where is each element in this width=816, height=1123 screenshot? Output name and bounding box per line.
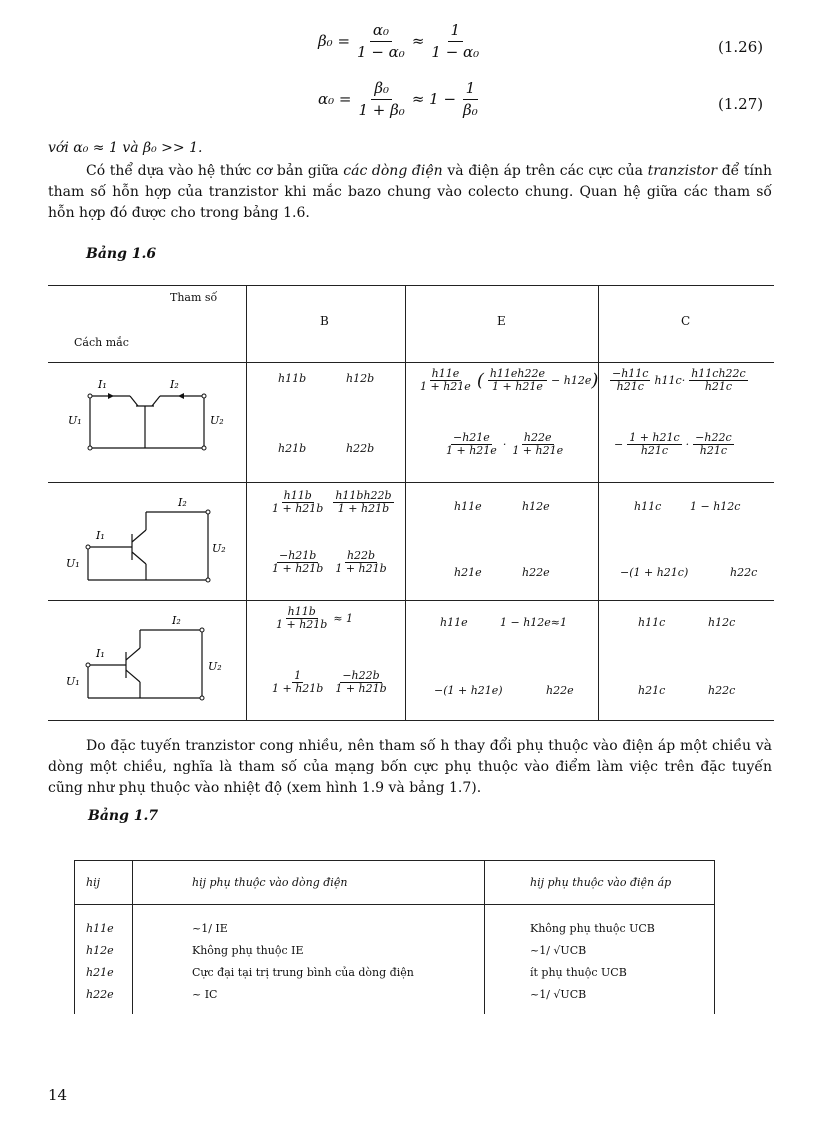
label-i2: I₂ xyxy=(170,378,179,391)
cell-tail: − h12e xyxy=(551,374,592,388)
circuit-common-collector xyxy=(60,610,230,710)
frac-den: 1 + h21e xyxy=(492,380,543,394)
t7-row-current: ~ IC xyxy=(192,988,218,1001)
cell-r1-b-br: h22b xyxy=(346,442,375,455)
cell-r1-e-top: $\frac{h11e}{1 + h21e}$ ( $\frac{h11eh22e}{1 + h21e}$ − h12e ) xyxy=(420,367,599,394)
cell-r3-e-bl: −(1 + h21e) xyxy=(434,684,503,697)
frac-den: 1 + h21b xyxy=(335,562,387,576)
col-header-c: C xyxy=(681,314,691,328)
cell-r3-c-br: h22c xyxy=(708,684,736,697)
cell-tail: ≈ 1 xyxy=(333,612,354,626)
cell-r2-e-br: h22e xyxy=(522,566,550,579)
page-number: 14 xyxy=(48,1086,68,1104)
frac-den: 1 + h21e xyxy=(446,444,497,458)
header-mode: Cách mắc xyxy=(74,336,129,349)
col-header-b: B xyxy=(320,314,329,328)
label-i1: I₁ xyxy=(98,378,107,391)
cell-r2-b-top xyxy=(266,490,398,515)
cell-r2-e-tr: h12e xyxy=(522,500,550,513)
body-text-top xyxy=(48,138,772,224)
t7-row-label: h22e xyxy=(86,988,114,1001)
eq-den: 1 − α₀ xyxy=(357,42,405,61)
t7-row-voltage: ít phụ thuộc UCB xyxy=(530,966,627,979)
eq-approx: ≈ 1 − xyxy=(411,90,457,108)
label-u2: U₂ xyxy=(208,660,222,673)
frac-den: 1 + h21b xyxy=(337,502,390,516)
label-u1: U₁ xyxy=(66,675,80,688)
frac-num: h11b xyxy=(287,605,316,618)
label-i2: I₂ xyxy=(178,496,187,509)
cell-r2-c-bl: −(1 + h21c) xyxy=(620,566,689,579)
cell-r1-c-bot: − $\frac{1 + h21c}{h21c}$ · $\frac{-h22c}{h21c}$ xyxy=(614,431,732,458)
eq-approx: ≈ xyxy=(411,32,425,50)
label-i1: I₁ xyxy=(96,647,105,660)
cell-mid: h11c· xyxy=(654,374,686,388)
frac-num: −h21e xyxy=(453,431,490,444)
cell-r1-c-top xyxy=(606,368,752,393)
cell-r2-c-tl: h11c xyxy=(634,500,662,513)
cell-r3-c-tr: h12c xyxy=(708,616,736,629)
cell-r1-b-bl: h21b xyxy=(278,442,307,455)
cell-r1-e-bot: $\frac{-h21e}{1 + h21e}$ · $\frac{h22e}{1 + h21e}$ xyxy=(446,431,564,458)
t7-row-voltage: ~1/ √UCB xyxy=(530,988,587,1001)
frac-den: 1 + h21b xyxy=(335,682,387,696)
para1-emphasis: các dòng điện xyxy=(343,163,443,179)
para1-part: để tính tham số hỗn hợp của tranzistor khi mắc bazo chung vào colecto chung. Quan hệ giữa các tham số hỗn hợp đó được cho trong bảng 1.6. xyxy=(48,163,773,221)
frac-num: h11e xyxy=(431,367,460,380)
cell-r3-e-tl: h11e xyxy=(440,616,468,629)
frac-num: 1 + h21c xyxy=(629,431,680,444)
paragraph-1 xyxy=(48,161,772,224)
circuit-common-emitter xyxy=(60,492,230,592)
table-1-7-caption: Bảng 1.7 xyxy=(88,808,159,824)
cell-r2-e-tl: h11e xyxy=(454,500,482,513)
cell-r1-b-tl: h11b xyxy=(278,372,307,385)
cell-sign: − xyxy=(614,438,624,452)
cell-r3-e-tr: 1 − h12e≈1 xyxy=(500,616,568,629)
eq-lhs: β₀ = xyxy=(318,32,351,50)
para1-emphasis: tranzistor xyxy=(647,163,718,179)
frac-num: −h22c xyxy=(695,431,732,444)
eq-lhs: α₀ = xyxy=(318,90,352,108)
equation-1-27 xyxy=(318,80,485,118)
t7-row-voltage: Không phụ thuộc UCB xyxy=(530,922,655,935)
col-header-e: E xyxy=(497,314,506,328)
cell-r3-c-bl: h21c xyxy=(638,684,666,697)
condition-line: với α₀ ≈ 1 và β₀ >> 1. xyxy=(48,140,203,156)
frac-den: 1 + h21b xyxy=(272,502,324,516)
frac-den: 1 + h21b xyxy=(272,562,324,576)
eq-num: β₀ xyxy=(371,80,392,100)
eq-den: 1 + β₀ xyxy=(358,100,405,119)
t7-row-label: h21e xyxy=(86,966,114,979)
frac-num: h22b xyxy=(346,549,376,562)
label-u1: U₁ xyxy=(68,414,82,427)
frac-num: h11bh22b xyxy=(335,489,392,502)
frac-den: 1 + h21e xyxy=(512,444,564,458)
eq-num: 1 xyxy=(448,22,464,42)
cell-r3-b-bot xyxy=(266,670,393,695)
equation-number: (1.27) xyxy=(718,95,764,113)
label-u1: U₁ xyxy=(66,557,80,570)
header-param: Tham số xyxy=(170,291,218,304)
frac-num: −h21b xyxy=(279,549,317,562)
paragraph-2: Do đặc tuyến tranzistor cong nhiều, nên tham số h thay đổi phụ thuộc vào điện áp một chiều và dòng một chiều, nghĩa là tham số của mạng bốn cực phụ thuộc vào điểm làm việc trên đặc tuyến cũng như phụ thuộc vào nhiệt độ (xem hình 1.9 và bảng 1.7). xyxy=(48,738,772,796)
frac-num: −h22b xyxy=(342,669,380,682)
t7-header-current: hij phụ thuộc vào dòng điện xyxy=(192,876,348,889)
t7-row-current: Không phụ thuộc IE xyxy=(192,944,304,957)
cell-r2-b-bot xyxy=(266,550,393,575)
label-u2: U₂ xyxy=(210,414,224,427)
frac-num: h11b xyxy=(283,489,312,502)
frac-num: 1 xyxy=(294,669,302,682)
frac-num: h22e xyxy=(523,431,552,444)
frac-num: h11eh22e xyxy=(489,367,546,380)
frac-num: −h11c xyxy=(612,367,649,380)
label-i2: I₂ xyxy=(172,614,181,627)
cell-r2-c-br: h22c xyxy=(730,566,758,579)
label-i1: I₁ xyxy=(96,529,105,542)
t7-row-current: ~1/ IE xyxy=(192,922,228,935)
table-1-6-caption: Bảng 1.6 xyxy=(86,246,157,262)
frac-den: h21c xyxy=(704,380,733,394)
frac-num: h11ch22c xyxy=(691,367,746,380)
cell-r3-e-br: h22e xyxy=(546,684,574,697)
frac-den: h21c xyxy=(699,444,728,458)
cell-r2-e-bl: h21e xyxy=(454,566,482,579)
t7-row-voltage: ~1/ √UCB xyxy=(530,944,587,957)
cell-r3-b-top xyxy=(270,606,353,631)
t7-row-label: h12e xyxy=(86,944,114,957)
circuit-common-base xyxy=(60,372,230,472)
t7-row-current: Cực đại tại trị trung bình của dòng điện xyxy=(192,966,414,979)
frac-den: 1 + h21b xyxy=(272,682,324,696)
body-text-bottom xyxy=(48,736,772,799)
t7-header-hij: hij xyxy=(86,876,101,889)
t7-header-voltage: hij phụ thuộc vào điện áp xyxy=(530,876,672,889)
equation-1-26 xyxy=(318,22,486,60)
para1-part: và điện áp trên các cực của xyxy=(447,163,643,179)
cell-r1-b-tr: h12b xyxy=(346,372,375,385)
t7-row-label: h11e xyxy=(86,922,114,935)
frac-den: 1 + h21b xyxy=(276,618,328,632)
cell-r2-c-tr: 1 − h12c xyxy=(690,500,741,513)
label-u2: U₂ xyxy=(212,542,226,555)
frac-den: 1 + h21e xyxy=(420,380,471,394)
eq-num: α₀ xyxy=(370,22,392,42)
eq-den: β₀ xyxy=(463,100,478,119)
cell-r3-c-tl: h11c xyxy=(638,616,666,629)
frac-den: h21c xyxy=(616,380,644,394)
equation-number: (1.26) xyxy=(718,38,764,56)
eq-den: 1 − α₀ xyxy=(431,42,480,61)
eq-num: 1 xyxy=(463,80,479,100)
frac-den: h21c xyxy=(640,444,669,458)
para1-part: Có thể dựa vào hệ thức cơ bản giữa xyxy=(86,163,339,179)
